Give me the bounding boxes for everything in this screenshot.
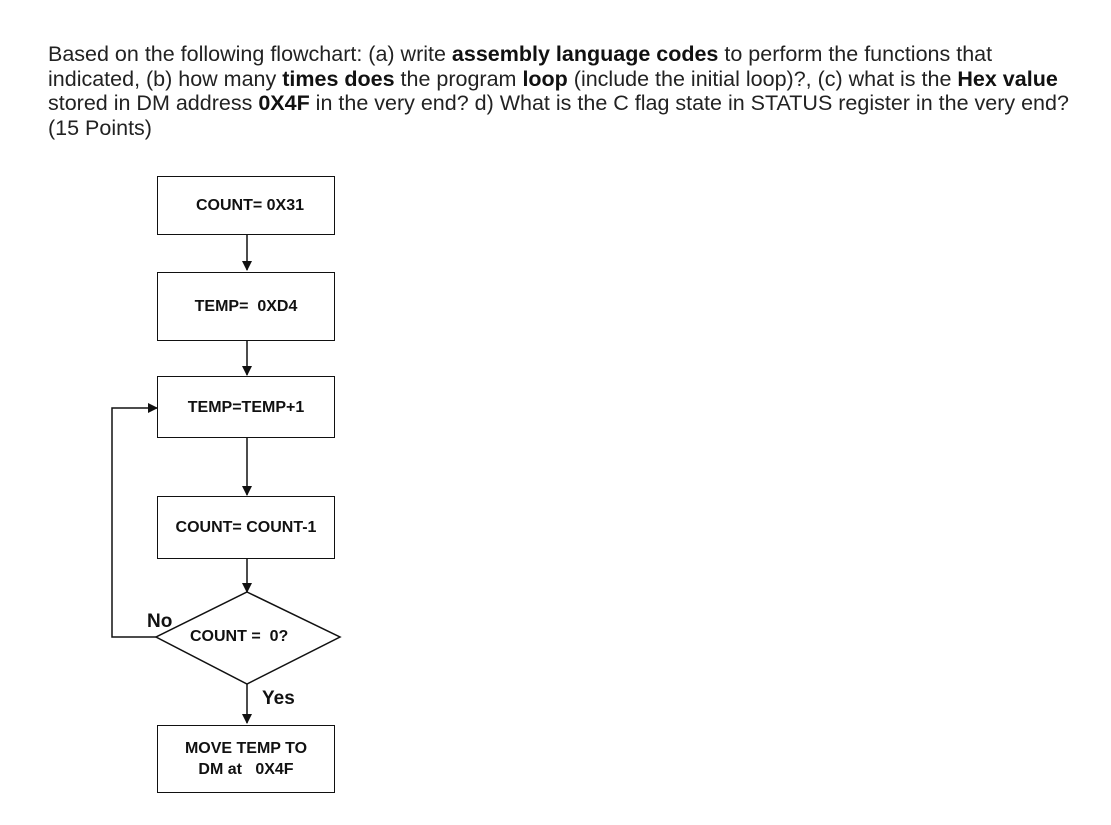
question-part-6: in the very end? d) What is the C flag state in STATUS register in the very end? (15 Points)	[48, 91, 1069, 140]
step-count-init	[157, 176, 335, 235]
question-bold-2: times does	[282, 66, 395, 91]
step-temp-increment	[157, 376, 335, 438]
loop-back-arrow	[112, 408, 157, 637]
step-temp-increment-text: TEMP=TEMP+1	[187, 398, 305, 416]
question-bold-4: Hex value	[957, 66, 1058, 91]
yes-branch-label: Yes	[262, 688, 295, 709]
step-count-decrement-text: COUNT= COUNT-1	[175, 519, 317, 536]
step-count-decrement	[157, 496, 335, 559]
step-temp-init	[157, 272, 335, 341]
question-bold-3: loop	[522, 66, 568, 91]
question-bold-1: assembly language codes	[451, 42, 719, 66]
no-branch-label: No	[147, 611, 173, 632]
question-part-4: (include the initial loop)?, (c) what is the	[567, 66, 958, 91]
question-bold-5: 0X4F	[258, 91, 310, 115]
decision-label: COUNT = 0?	[190, 628, 289, 645]
question-part-1: Based on the following flowchart: (a) write	[48, 42, 452, 66]
step-count-init-text: COUNT= 0X31	[195, 197, 305, 214]
question-part-3: the program	[394, 66, 523, 91]
question-part-5: stored in DM address	[48, 91, 259, 115]
step-move-temp-line2: DM at 0X4F	[198, 761, 294, 778]
step-move-temp	[157, 725, 335, 793]
step-temp-init-text: TEMP= 0XD4	[194, 298, 298, 315]
question-part-2: to perform the functions that indicated, (b) how many	[48, 42, 993, 91]
step-move-temp-line1: MOVE TEMP TO	[184, 740, 308, 757]
